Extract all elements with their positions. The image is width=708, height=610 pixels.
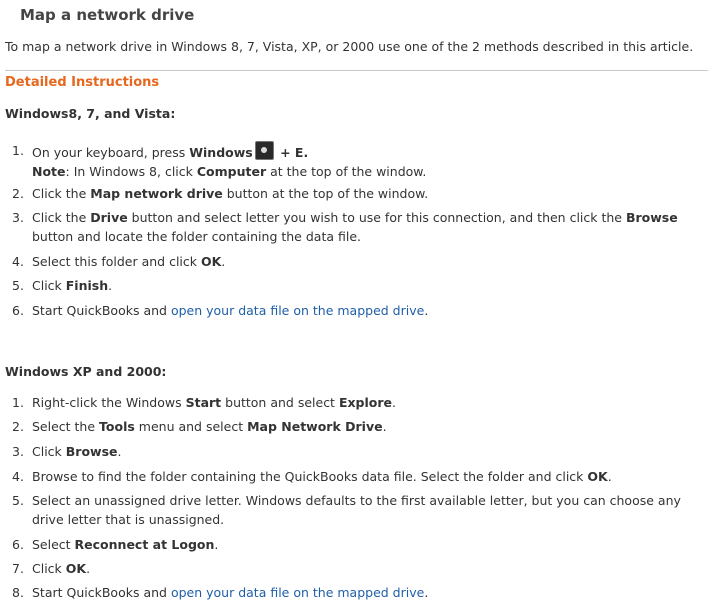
step-text: Select an unassigned drive letter. Windows defaults to the first available letter, but you can choose any drive letter that is unassigned. bbox=[32, 493, 681, 527]
xp-steps bbox=[5, 393, 705, 603]
win8-steps bbox=[5, 141, 705, 325]
step-text: Select the bbox=[32, 419, 100, 434]
win8-step-4 bbox=[5, 252, 705, 276]
step-bold: OK bbox=[200, 254, 222, 269]
step-number: 2. bbox=[12, 186, 24, 201]
step-text: Select this folder and click bbox=[32, 254, 201, 269]
step-number: 3. bbox=[12, 210, 24, 225]
xp-step-8 bbox=[5, 583, 705, 603]
step-text: . bbox=[221, 254, 226, 269]
step-bold: Start bbox=[185, 395, 222, 410]
key-combo-text: + E. bbox=[275, 145, 309, 160]
step-bold: Browse bbox=[65, 444, 118, 459]
win8-step-2 bbox=[5, 184, 705, 208]
step-number: 5. bbox=[12, 278, 24, 293]
step-text: . bbox=[117, 444, 122, 459]
step-text: menu and select bbox=[134, 419, 248, 434]
intro-text: To map a network drive in Windows 8, 7, Vista, XP, or 2000 use one of the 2 methods described in this article. bbox=[5, 39, 694, 54]
step-number: 3. bbox=[12, 444, 24, 459]
step-text: Click the bbox=[32, 210, 91, 225]
step-text: button and select letter you wish to use for this connection, and then click the bbox=[127, 210, 626, 225]
win8-heading: Windows8, 7, and Vista: bbox=[5, 106, 176, 121]
step-text: . bbox=[382, 419, 387, 434]
xp-step-7 bbox=[5, 559, 705, 583]
open-data-file-link[interactable]: open your data file on the mapped drive bbox=[170, 303, 425, 318]
step-text: Start QuickBooks and bbox=[32, 585, 171, 600]
xp-heading: Windows XP and 2000: bbox=[5, 364, 167, 379]
step-number: 4. bbox=[12, 254, 24, 269]
step-number: 2. bbox=[12, 419, 24, 434]
step-text: Browse to find the folder containing the QuickBooks data file. Select the folder and click bbox=[32, 469, 588, 484]
step-bold: Explore bbox=[338, 395, 393, 410]
step-text: button and select bbox=[221, 395, 339, 410]
note-text: at the top of the window. bbox=[266, 164, 427, 179]
step-bold: Map network drive bbox=[90, 186, 223, 201]
xp-step-5 bbox=[5, 491, 705, 535]
windows-key-text: Windows bbox=[189, 145, 253, 160]
step-bold: Finish bbox=[65, 278, 109, 293]
step-bold: OK bbox=[65, 561, 87, 576]
step-number: 5. bbox=[12, 493, 24, 508]
xp-step-2 bbox=[5, 417, 705, 442]
step-text: Click the bbox=[32, 186, 91, 201]
step-number: 6. bbox=[12, 303, 24, 318]
win8-step-5 bbox=[5, 276, 705, 301]
step-bold: Map Network Drive bbox=[247, 419, 383, 434]
open-data-file-link[interactable]: open your data file on the mapped drive bbox=[170, 585, 425, 600]
xp-step-1 bbox=[5, 393, 705, 417]
step-text: Click bbox=[32, 561, 66, 576]
step-text: Select bbox=[32, 537, 75, 552]
step-text: Right-click the Windows bbox=[32, 395, 186, 410]
step-text: Click bbox=[32, 444, 66, 459]
win8-step-3 bbox=[5, 208, 705, 252]
step-text: . bbox=[424, 585, 429, 600]
step-text: On your keyboard, press bbox=[32, 145, 190, 160]
step-number: 4. bbox=[12, 469, 24, 484]
divider bbox=[5, 70, 708, 71]
step-number: 1. bbox=[12, 143, 24, 158]
step-text: Start QuickBooks and bbox=[32, 303, 171, 318]
step-text: . bbox=[108, 278, 113, 293]
step-bold: Browse bbox=[625, 210, 678, 225]
step-text: . bbox=[86, 561, 91, 576]
step-bold: Drive bbox=[90, 210, 128, 225]
step-text: button and locate the folder containing the data file. bbox=[32, 229, 361, 244]
step-bold: OK bbox=[587, 469, 608, 484]
win8-step-1 bbox=[5, 141, 705, 184]
step-text: Click bbox=[32, 278, 66, 293]
note-label: Note bbox=[32, 164, 66, 179]
xp-step-6 bbox=[5, 535, 705, 559]
step-text: . bbox=[214, 537, 219, 552]
step-bold: Tools bbox=[99, 419, 135, 434]
step-text: . bbox=[392, 395, 396, 410]
step-number: 6. bbox=[12, 537, 24, 552]
step-bold: Reconnect at Logon bbox=[74, 537, 215, 552]
note-bold: Computer bbox=[196, 164, 267, 179]
windows-key-icon bbox=[255, 141, 274, 160]
step-text: . bbox=[607, 469, 612, 484]
xp-step-4 bbox=[5, 467, 705, 491]
xp-step-3 bbox=[5, 442, 705, 467]
page-title: Map a network drive bbox=[20, 6, 195, 24]
step-text: button at the top of the window. bbox=[222, 186, 429, 201]
step-number: 7. bbox=[12, 561, 24, 576]
step-text: . bbox=[424, 303, 429, 318]
step-number: 8. bbox=[12, 585, 24, 600]
note-text: : In Windows 8, click bbox=[65, 164, 197, 179]
section-heading: Detailed Instructions bbox=[5, 75, 160, 90]
step-number: 1. bbox=[12, 395, 24, 410]
win8-step-6 bbox=[5, 301, 705, 325]
